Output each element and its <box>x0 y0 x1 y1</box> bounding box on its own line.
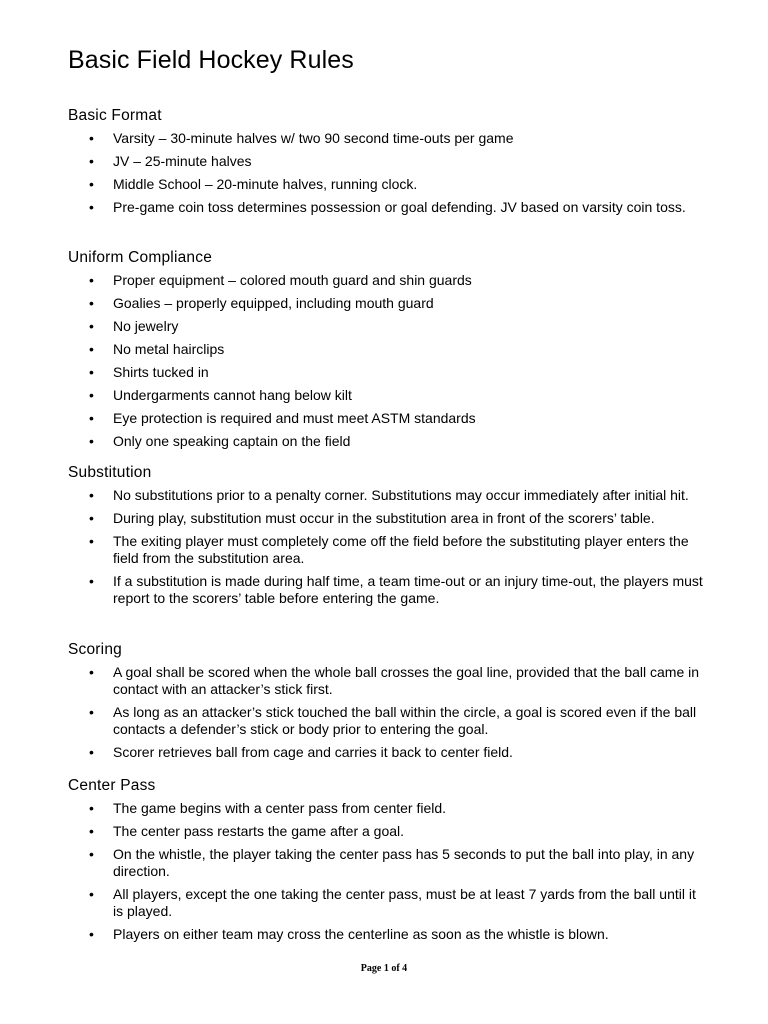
list-item-text: Shirts tucked in <box>113 364 209 380</box>
list-item-text: No jewelry <box>113 318 179 334</box>
list-item-text: Pre-game coin toss determines possession or goal defending. JV based on varsity coin toss. <box>113 199 686 215</box>
bullet-list <box>68 272 708 450</box>
list-item-text: Eye protection is required and must meet ASTM standards <box>113 410 476 426</box>
list-item-text: Only one speaking captain on the field <box>113 433 351 449</box>
list-item: • JV – 25-minute halves <box>89 153 252 169</box>
bullet-list <box>68 800 708 943</box>
list-item-text: The center pass restarts the game after a goal. <box>113 823 405 839</box>
list-item: • During play, substitution must occur in the substitution area in front of the scorers’ table. <box>89 510 655 526</box>
list-item: • Undergarments cannot hang below kilt <box>89 387 352 403</box>
list-item-text: No metal hairclips <box>113 341 225 357</box>
list-item: • No substitutions prior to a penalty corner. Substitutions may occur immediately after initial hit. <box>89 487 689 503</box>
page-title: Basic Field Hockey Rules <box>68 46 354 74</box>
list-item-text: Goalies – properly equipped, including mouth guard <box>113 295 434 311</box>
list-item-text: If a substitution is made during half time, a team time-out or an injury time-out, the players must report to the scorers’ table before entering the game. <box>113 573 703 606</box>
section-heading: Basic Format <box>68 107 162 124</box>
list-item-text: As long as an attacker’s stick touched the ball within the circle, a goal is scored even if the ball contacts a defender’s stick or body prior to entering the goal. <box>113 704 697 737</box>
list-item: • The game begins with a center pass from center field. <box>89 800 447 816</box>
section-substitution <box>68 464 708 613</box>
list-item: • Middle School – 20-minute halves, running clock. <box>89 176 418 192</box>
section-scoring <box>68 641 708 767</box>
list-item: • All players, except the one taking the center pass, must be at least 7 yards from the ball until it is played. <box>89 886 696 919</box>
section-uniform-compliance <box>68 249 708 456</box>
list-item-text: Undergarments cannot hang below kilt <box>113 387 352 403</box>
list-item: • Only one speaking captain on the field <box>89 433 351 449</box>
bullet-list <box>68 130 708 216</box>
bullet-list <box>68 487 708 607</box>
list-item: • Proper equipment – colored mouth guard and shin guards <box>89 272 472 288</box>
list-item: • Shirts tucked in <box>89 364 209 380</box>
list-item: • Scorer retrieves ball from cage and carries it back to center field. <box>89 744 513 760</box>
section-basic-format <box>68 107 708 222</box>
section-heading: Substitution <box>68 464 152 481</box>
page-number: Page 1 of 4 <box>360 963 408 974</box>
list-item: • Players on either team may cross the centerline as soon as the whistle is blown. <box>89 926 609 942</box>
list-item-text: Proper equipment – colored mouth guard and shin guards <box>113 272 472 288</box>
list-item: • No metal hairclips <box>89 341 225 357</box>
list-item: • A goal shall be scored when the whole ball crosses the goal line, provided that the ball came in contact with an attacker’s stick first. <box>89 664 700 697</box>
list-item-text: Players on either team may cross the centerline as soon as the whistle is blown. <box>113 926 609 942</box>
list-item: • The center pass restarts the game after a goal. <box>89 823 405 839</box>
list-item: • Varsity – 30-minute halves w/ two 90 second time-outs per game <box>89 130 514 146</box>
section-heading: Center Pass <box>68 777 156 794</box>
list-item-text: The exiting player must completely come off the field before the substituting player enters the field from the substitution area. <box>113 533 689 566</box>
bullet-list <box>68 664 708 761</box>
list-item-text: All players, except the one taking the center pass, must be at least 7 yards from the ball until it is played. <box>113 886 696 919</box>
list-item-text: On the whistle, the player taking the center pass has 5 seconds to put the ball into play, in any direction. <box>113 846 695 879</box>
list-item: • As long as an attacker’s stick touched the ball within the circle, a goal is scored even if the ball contacts a defender’s stick or body prior to entering the goal. <box>89 704 697 737</box>
list-item-text: The game begins with a center pass from center field. <box>113 800 447 816</box>
list-item: • Eye protection is required and must meet ASTM standards <box>89 410 476 426</box>
section-heading: Uniform Compliance <box>68 249 213 266</box>
list-item-text: JV – 25-minute halves <box>113 153 252 169</box>
list-item-text: Varsity – 30-minute halves w/ two 90 second time-outs per game <box>113 130 514 146</box>
list-item: • No jewelry <box>89 318 179 334</box>
list-item: • Pre-game coin toss determines possession or goal defending. JV based on varsity coin toss. <box>89 199 686 215</box>
list-item-text: Middle School – 20-minute halves, running clock. <box>113 176 418 192</box>
list-item: • The exiting player must completely come off the field before the substituting player enters the field from the substitution area. <box>89 533 689 566</box>
list-item-text: A goal shall be scored when the whole ball crosses the goal line, provided that the ball came in contact with an attacker’s stick first. <box>113 664 700 697</box>
list-item-text: No substitutions prior to a penalty corner. Substitutions may occur immediately after initial hit. <box>113 487 689 503</box>
section-heading: Scoring <box>68 641 122 658</box>
list-item: • If a substitution is made during half time, a team time-out or an injury time-out, the players must report to the scorers’ table before entering the game. <box>89 573 703 606</box>
list-item-text: During play, substitution must occur in the substitution area in front of the scorers’ table. <box>113 510 655 526</box>
list-item-text: Scorer retrieves ball from cage and carries it back to center field. <box>113 744 513 760</box>
section-center-pass <box>68 777 708 949</box>
list-item: • On the whistle, the player taking the center pass has 5 seconds to put the ball into play, in any direction. <box>89 846 695 879</box>
list-item: • Goalies – properly equipped, including mouth guard <box>89 295 434 311</box>
